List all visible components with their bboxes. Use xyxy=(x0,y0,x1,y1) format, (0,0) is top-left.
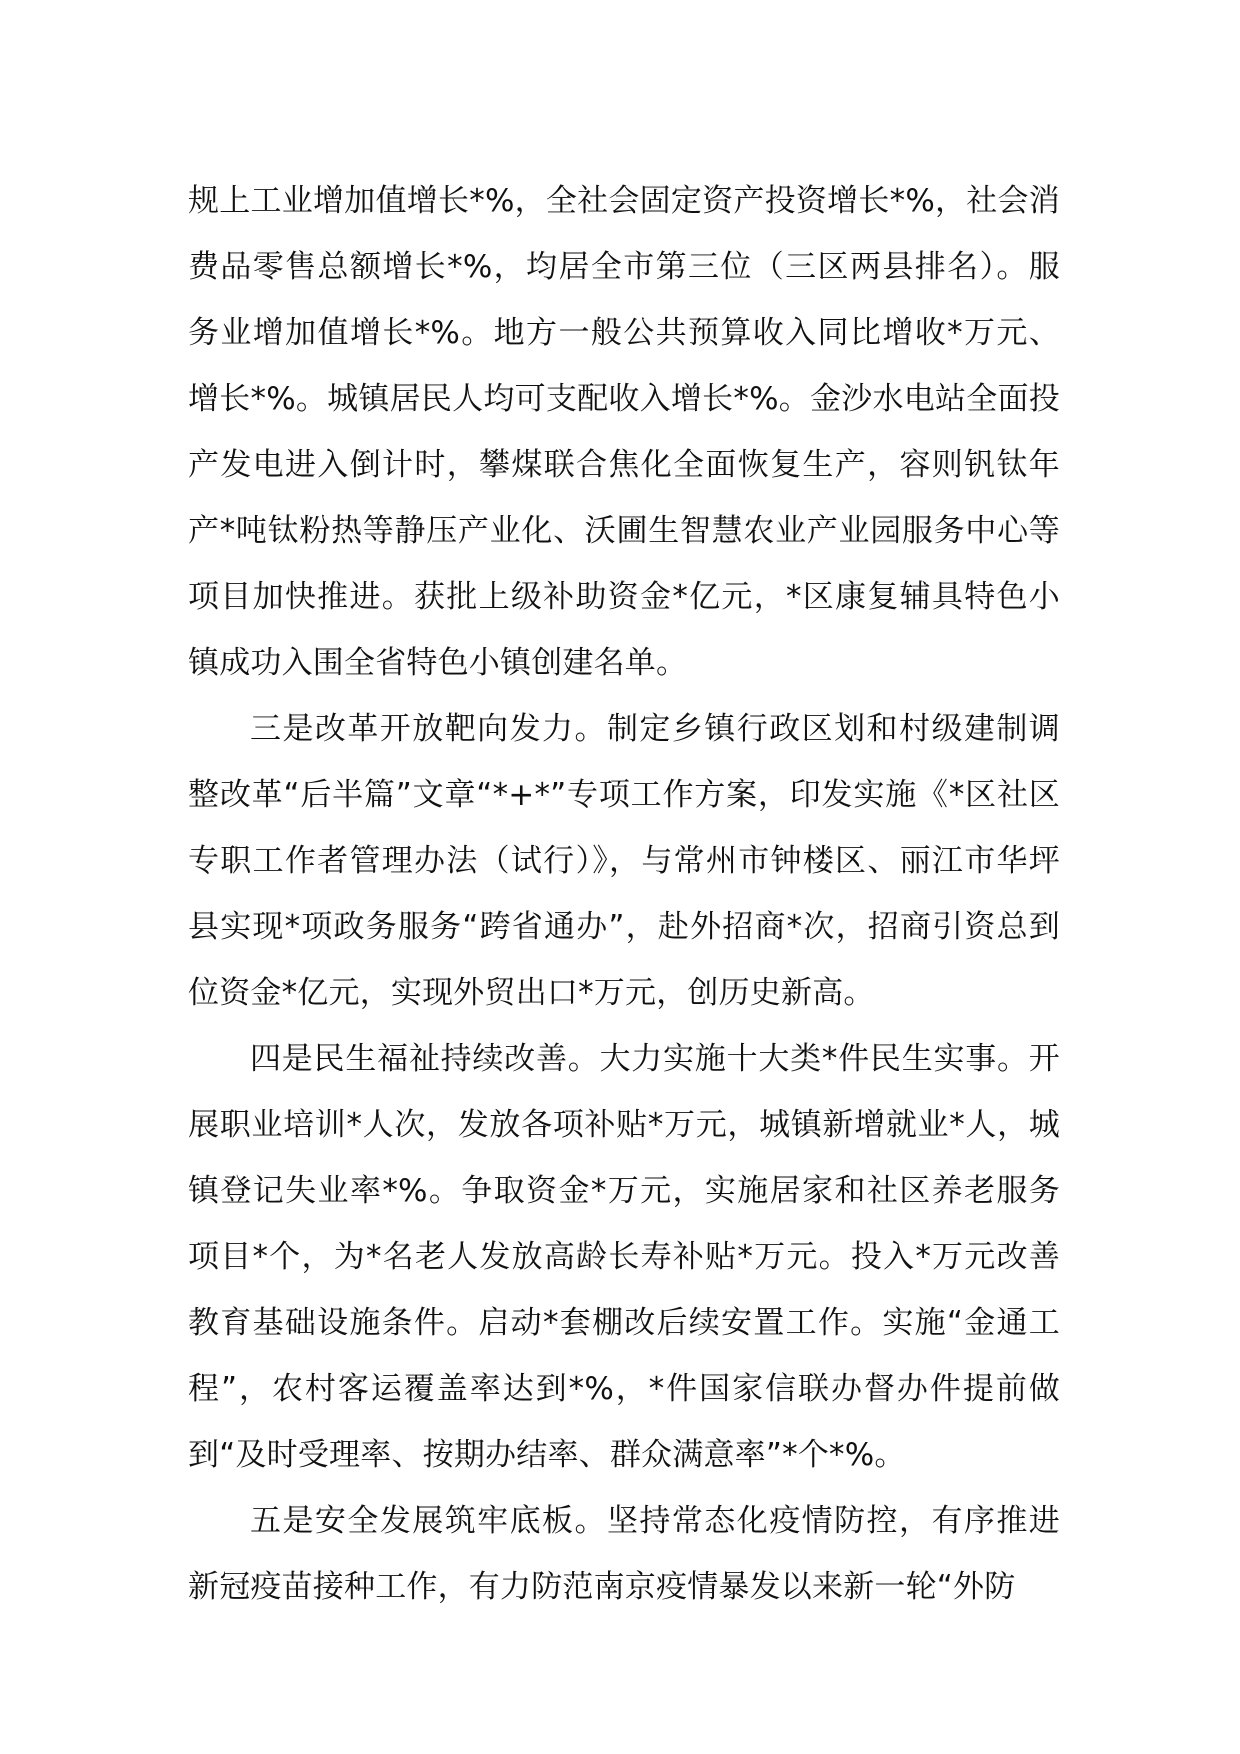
paragraph-safety-development: 五是安全发展筑牢底板。坚持常态化疫情防控，有序推进新冠疫苗接种工作，有力防范南京疫情暴发以来新一轮“外防 xyxy=(188,1503,1060,1605)
document-body xyxy=(188,168,1060,1620)
paragraph-reform-opening: 三是改革开放靶向发力。制定乡镇行政区划和村级建制调整改革“后半篇”文章“*+*”专项工作方案，印发实施《*区社区专职工作者管理办法（试行）》，与常州市钟楼区、丽江市华坪县实现*项政务服务“跨省通办”，赴外招商*次，招商引资总到位资金*亿元，实现外贸出口*万元，创历史新高。 xyxy=(188,711,1060,1011)
paragraph-economy-stats: 规上工业增加值增长*%，全社会固定资产投资增长*%，社会消费品零售总额增长*%，均居全市第三位（三区两县排名）。服务业增加值增长*%。地方一般公共预算收入同比增收*万元、增长*%。城镇居民人均可支配收入增长*%。金沙水电站全面投产发电进入倒计时，攀煤联合焦化全面恢复生产，容则钒钛年产*吨钛粉热等静压产业化、沃圃生智慧农业产业园服务中心等项目加快推进。获批上级补助资金*亿元，*区康复辅具特色小镇成功入围全省特色小镇创建名单。 xyxy=(188,183,1060,681)
paragraph-livelihood: 四是民生福祉持续改善。大力实施十大类*件民生实事。开展职业培训*人次，发放各项补贴*万元，城镇新增就业*人，城镇登记失业率*%。争取资金*万元，实施居家和社区养老服务项目*个，为*名老人发放高龄长寿补贴*万元。投入*万元改善教育基础设施条件。启动*套棚改后续安置工作。实施“金通工程”，农村客运覆盖率达到*%，*件国家信联办督办件提前做到“及时受理率、按期办结率、群众满意率”*个*%。 xyxy=(188,1041,1060,1473)
